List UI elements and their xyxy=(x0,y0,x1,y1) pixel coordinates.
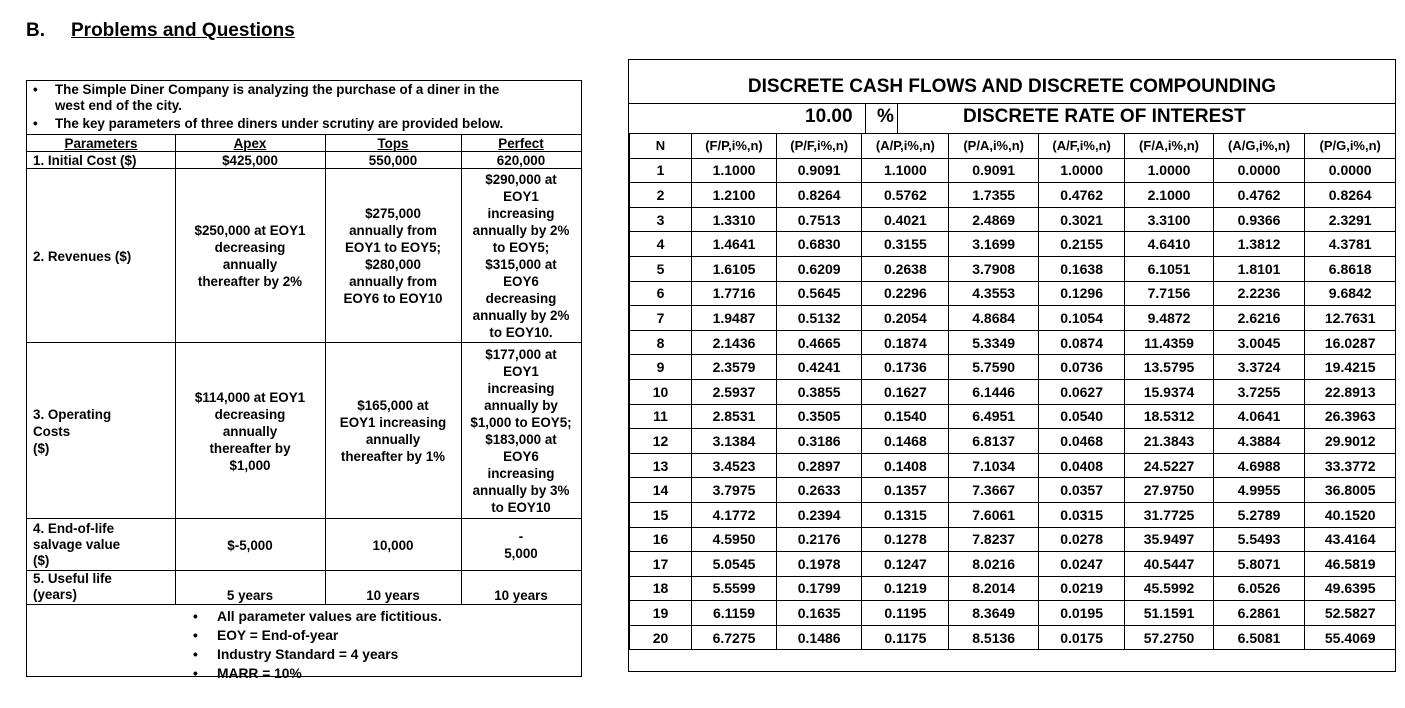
factor-cell: 2.1436 xyxy=(692,330,777,355)
factor-cell: 0.0219 xyxy=(1038,576,1124,601)
factor-cell: 0.0000 xyxy=(1305,158,1396,183)
period-cell: 19 xyxy=(630,601,692,626)
factor-cell: 0.3186 xyxy=(776,429,861,454)
bullet-icon: • xyxy=(33,82,38,97)
factor-row xyxy=(630,429,1396,454)
section-letter: B. xyxy=(26,20,45,41)
period-cell: 5 xyxy=(630,256,692,281)
factor-cell: 33.3772 xyxy=(1305,453,1396,478)
factor-header-cell: (P/A,i%,n) xyxy=(949,134,1039,159)
factor-cell: 1.7355 xyxy=(949,183,1039,208)
factor-cell: 24.5227 xyxy=(1125,453,1213,478)
factor-cell: 3.7908 xyxy=(949,256,1039,281)
factor-cell: 3.0045 xyxy=(1213,330,1305,355)
factor-cell: 0.0357 xyxy=(1038,478,1124,503)
factor-cell: 0.9091 xyxy=(949,158,1039,183)
factor-cell: 0.1219 xyxy=(862,576,949,601)
factor-cell: 2.8531 xyxy=(692,404,777,429)
factor-cell: 3.3100 xyxy=(1125,207,1213,232)
period-cell: 17 xyxy=(630,552,692,577)
period-cell: 2 xyxy=(630,183,692,208)
bullet-icon: • xyxy=(193,666,198,681)
factor-cell: 12.7631 xyxy=(1305,306,1396,331)
factor-cell: 0.1540 xyxy=(862,404,949,429)
tops-value: 550,000 xyxy=(368,153,418,168)
parameters-panel xyxy=(26,80,582,681)
factor-cell: 1.0000 xyxy=(1038,158,1124,183)
factor-cell: 5.0545 xyxy=(692,552,777,577)
factor-row xyxy=(630,183,1396,208)
apex-value: $-5,000 xyxy=(227,537,273,553)
factor-cell: 3.7255 xyxy=(1213,379,1305,404)
factor-cell: 0.1175 xyxy=(862,625,949,650)
factor-cell: 0.1468 xyxy=(862,429,949,454)
factor-cell: 5.2789 xyxy=(1213,502,1305,527)
factor-cell: 7.3667 xyxy=(949,478,1039,503)
factor-cell: 0.0278 xyxy=(1038,527,1124,552)
perfect-value: 620,000 xyxy=(496,153,546,168)
factor-cell: 0.7513 xyxy=(776,207,861,232)
factor-header-cell: (F/P,i%,n) xyxy=(692,134,777,159)
rate-divider xyxy=(897,103,898,133)
factor-cell: 9.4872 xyxy=(1125,306,1213,331)
header-perfect: Perfect xyxy=(498,135,544,151)
factor-row xyxy=(630,625,1396,650)
tops-value: 10,000 xyxy=(372,537,414,553)
factor-cell: 57.2750 xyxy=(1125,625,1213,650)
param-label: 4. End-of-life salvage value ($) xyxy=(33,521,121,568)
factor-cell: 1.2100 xyxy=(692,183,777,208)
factor-cell: 4.9955 xyxy=(1213,478,1305,503)
factor-cell: 2.1000 xyxy=(1125,183,1213,208)
param-row-useful-life xyxy=(27,570,581,605)
factor-cell: 2.3579 xyxy=(692,355,777,380)
note-item: • MARR = 10% xyxy=(193,666,302,681)
factor-cell: 11.4359 xyxy=(1125,330,1213,355)
factor-cell: 0.5762 xyxy=(862,183,949,208)
factor-cell: 0.5645 xyxy=(776,281,861,306)
factor-cell: 0.1874 xyxy=(862,330,949,355)
factor-cell: 0.1638 xyxy=(1038,256,1124,281)
factor-cell: 0.1247 xyxy=(862,552,949,577)
factor-row xyxy=(630,232,1396,257)
factor-row xyxy=(630,379,1396,404)
factor-cell: 0.0247 xyxy=(1038,552,1124,577)
factor-cell: 0.4762 xyxy=(1213,183,1305,208)
factor-cell: 6.4951 xyxy=(949,404,1039,429)
factor-cell: 52.5827 xyxy=(1305,601,1396,626)
intro-line-3: The key parameters of three diners under scrutiny are provided below. xyxy=(55,116,504,131)
factor-cell: 8.0216 xyxy=(949,552,1039,577)
factor-cell: 21.3843 xyxy=(1125,429,1213,454)
factor-cell: 0.0874 xyxy=(1038,330,1124,355)
factor-row xyxy=(630,355,1396,380)
factor-cell: 0.0736 xyxy=(1038,355,1124,380)
period-cell: 9 xyxy=(630,355,692,380)
factor-cell: 6.1051 xyxy=(1125,256,1213,281)
factor-cell: 0.2155 xyxy=(1038,232,1124,257)
apex-value: $425,000 xyxy=(222,153,278,168)
factor-cell: 0.2394 xyxy=(776,502,861,527)
period-cell: 8 xyxy=(630,330,692,355)
factor-cell: 26.3963 xyxy=(1305,404,1396,429)
factor-cell: 6.5081 xyxy=(1213,625,1305,650)
param-row-initial-cost xyxy=(27,151,581,169)
factor-cell: 27.9750 xyxy=(1125,478,1213,503)
factor-cell: 3.7975 xyxy=(692,478,777,503)
period-cell: 3 xyxy=(630,207,692,232)
header-apex: Apex xyxy=(233,135,267,151)
factor-cell: 0.1486 xyxy=(776,625,861,650)
factor-cell: 0.6209 xyxy=(776,256,861,281)
factor-header-cell: (A/F,i%,n) xyxy=(1038,134,1124,159)
factor-cell: 0.4665 xyxy=(776,330,861,355)
period-cell: 14 xyxy=(630,478,692,503)
bullet-icon: • xyxy=(193,609,198,624)
apex-value: 5 years xyxy=(226,588,274,603)
factor-cell: 18.5312 xyxy=(1125,404,1213,429)
column-divider xyxy=(175,134,176,604)
factor-row xyxy=(630,306,1396,331)
factor-cell: 5.5493 xyxy=(1213,527,1305,552)
factor-cell: 0.1627 xyxy=(862,379,949,404)
factor-cell: 3.1699 xyxy=(949,232,1039,257)
factor-cell: 31.7725 xyxy=(1125,502,1213,527)
factor-cell: 0.2633 xyxy=(776,478,861,503)
factor-cell: 2.3291 xyxy=(1305,207,1396,232)
interest-rate-label: DISCRETE RATE OF INTEREST xyxy=(963,106,1246,127)
factor-cell: 5.5599 xyxy=(692,576,777,601)
factor-cell: 4.0641 xyxy=(1213,404,1305,429)
factor-cell: 0.4762 xyxy=(1038,183,1124,208)
factor-cell: 4.3781 xyxy=(1305,232,1396,257)
factor-cell: 0.0195 xyxy=(1038,601,1124,626)
factor-cell: 3.4523 xyxy=(692,453,777,478)
factor-cell: 0.0408 xyxy=(1038,453,1124,478)
factor-cell: 0.1357 xyxy=(862,478,949,503)
factor-cell: 0.2296 xyxy=(862,281,949,306)
factor-cell: 6.2861 xyxy=(1213,601,1305,626)
perfect-value: - 5,000 xyxy=(504,529,538,561)
header-parameters: Parameters xyxy=(64,135,138,151)
factor-cell: 49.6395 xyxy=(1305,576,1396,601)
intro-bullets xyxy=(27,81,581,134)
compounding-panel xyxy=(628,59,1396,672)
bullet-icon: • xyxy=(193,647,198,662)
factor-cell: 46.5819 xyxy=(1305,552,1396,577)
period-cell: 18 xyxy=(630,576,692,601)
factor-cell: 1.6105 xyxy=(692,256,777,281)
factor-row xyxy=(630,330,1396,355)
factor-row xyxy=(630,256,1396,281)
factor-cell: 1.4641 xyxy=(692,232,777,257)
factor-cell: 0.1408 xyxy=(862,453,949,478)
factor-cell: 7.8237 xyxy=(949,527,1039,552)
factor-row xyxy=(630,453,1396,478)
tops-value: $275,000 annually from EOY1 to EOY5; $280,000 annually from EOY6 to EOY10 xyxy=(343,206,443,306)
factor-row xyxy=(630,502,1396,527)
factor-cell: 0.1799 xyxy=(776,576,861,601)
factor-row xyxy=(630,552,1396,577)
factor-cell: 3.1384 xyxy=(692,429,777,454)
factor-cell: 0.4241 xyxy=(776,355,861,380)
factor-cell: 1.9487 xyxy=(692,306,777,331)
factor-cell: 1.0000 xyxy=(1125,158,1213,183)
period-cell: 20 xyxy=(630,625,692,650)
factor-cell: 36.8005 xyxy=(1305,478,1396,503)
factor-cell: 4.1772 xyxy=(692,502,777,527)
notes-section xyxy=(27,604,581,681)
column-divider xyxy=(461,134,462,604)
factor-cell: 0.1315 xyxy=(862,502,949,527)
factor-header-row xyxy=(630,134,1396,159)
perfect-value: $177,000 at EOY1 increasing annually by $1,000 to EOY5; $183,000 at EOY6 increasing annually by 3% to EOY10 xyxy=(470,347,572,515)
factor-row xyxy=(630,601,1396,626)
factor-cell: 0.0000 xyxy=(1213,158,1305,183)
period-cell: 11 xyxy=(630,404,692,429)
factor-cell: 51.1591 xyxy=(1125,601,1213,626)
factor-cell: 7.1034 xyxy=(949,453,1039,478)
period-cell: 4 xyxy=(630,232,692,257)
factor-cell: 6.8137 xyxy=(949,429,1039,454)
factor-cell: 0.9091 xyxy=(776,158,861,183)
factor-cell: 1.8101 xyxy=(1213,256,1305,281)
factor-header-cell: (P/F,i%,n) xyxy=(776,134,861,159)
param-label: 1. Initial Cost ($) xyxy=(33,153,137,168)
perfect-value: $290,000 at EOY1 increasing annually by 2% to EOY5; $315,000 at EOY6 decreasing annually by 2% to EOY10. xyxy=(472,172,570,340)
factor-cell: 0.2054 xyxy=(862,306,949,331)
period-cell: 16 xyxy=(630,527,692,552)
compounding-factor-table xyxy=(629,133,1396,650)
factor-cell: 22.8913 xyxy=(1305,379,1396,404)
factor-header-cell: (A/G,i%,n) xyxy=(1213,134,1305,159)
factor-cell: 0.3505 xyxy=(776,404,861,429)
factor-cell: 5.3349 xyxy=(949,330,1039,355)
bullet-icon: • xyxy=(33,116,38,131)
factor-cell: 6.1159 xyxy=(692,601,777,626)
header-tops: Tops xyxy=(377,135,409,151)
factor-cell: 6.0526 xyxy=(1213,576,1305,601)
factor-cell: 2.2236 xyxy=(1213,281,1305,306)
factor-cell: 4.8684 xyxy=(949,306,1039,331)
factor-cell: 45.5992 xyxy=(1125,576,1213,601)
factor-cell: 0.0315 xyxy=(1038,502,1124,527)
note-item: • All parameter values are fictitious. xyxy=(193,609,442,624)
factor-cell: 7.6061 xyxy=(949,502,1039,527)
factor-cell: 0.3021 xyxy=(1038,207,1124,232)
factor-cell: 4.5950 xyxy=(692,527,777,552)
note-item: • EOY = End-of-year xyxy=(193,628,339,643)
factor-cell: 43.4164 xyxy=(1305,527,1396,552)
factor-cell: 4.3553 xyxy=(949,281,1039,306)
factor-cell: 0.5132 xyxy=(776,306,861,331)
factor-cell: 1.1000 xyxy=(862,158,949,183)
factor-cell: 0.1296 xyxy=(1038,281,1124,306)
factor-cell: 8.5136 xyxy=(949,625,1039,650)
parameters-header-row xyxy=(27,134,581,152)
factor-cell: 0.0468 xyxy=(1038,429,1124,454)
factor-cell: 1.3812 xyxy=(1213,232,1305,257)
factor-cell: 29.9012 xyxy=(1305,429,1396,454)
factor-cell: 2.4869 xyxy=(949,207,1039,232)
factor-row xyxy=(630,207,1396,232)
apex-value: $250,000 at EOY1 decreasing annually thereafter by 2% xyxy=(194,223,306,289)
factor-cell: 19.4215 xyxy=(1305,355,1396,380)
title-divider xyxy=(629,103,1395,104)
period-cell: 15 xyxy=(630,502,692,527)
factor-cell: 2.6216 xyxy=(1213,306,1305,331)
factor-header-cell: N xyxy=(630,134,692,159)
factor-cell: 0.1978 xyxy=(776,552,861,577)
factor-cell: 2.5937 xyxy=(692,379,777,404)
factor-cell: 8.3649 xyxy=(949,601,1039,626)
period-cell: 13 xyxy=(630,453,692,478)
factor-cell: 0.1278 xyxy=(862,527,949,552)
factor-cell: 3.3724 xyxy=(1213,355,1305,380)
param-row-operating-costs xyxy=(27,342,581,519)
tops-value: $165,000 at EOY1 increasing annually thereafter by 1% xyxy=(339,398,447,464)
note-item: • Industry Standard = 4 years xyxy=(193,647,399,662)
factor-row xyxy=(630,281,1396,306)
factor-cell: 16.0287 xyxy=(1305,330,1396,355)
param-row-revenues xyxy=(27,168,581,343)
factor-cell: 0.9366 xyxy=(1213,207,1305,232)
factor-row xyxy=(630,478,1396,503)
period-cell: 10 xyxy=(630,379,692,404)
factor-cell: 0.8264 xyxy=(1305,183,1396,208)
factor-cell: 5.8071 xyxy=(1213,552,1305,577)
apex-value: $114,000 at EOY1 decreasing annually thereafter by $1,000 xyxy=(194,389,306,473)
rate-divider xyxy=(865,103,866,133)
factor-cell: 4.3884 xyxy=(1213,429,1305,454)
factor-cell: 0.2176 xyxy=(776,527,861,552)
factor-cell: 9.6842 xyxy=(1305,281,1396,306)
interest-rate-unit: % xyxy=(877,106,894,127)
interest-rate-bar xyxy=(629,104,1395,128)
factor-cell: 0.1635 xyxy=(776,601,861,626)
factor-cell: 0.1054 xyxy=(1038,306,1124,331)
param-label: 3. Operating Costs ($) xyxy=(33,406,112,456)
factor-cell: 0.0175 xyxy=(1038,625,1124,650)
factor-header-cell: (F/A,i%,n) xyxy=(1125,134,1213,159)
factor-cell: 15.9374 xyxy=(1125,379,1213,404)
factor-cell: 0.6830 xyxy=(776,232,861,257)
factor-cell: 8.2014 xyxy=(949,576,1039,601)
param-label: 2. Revenues ($) xyxy=(33,248,132,264)
factor-cell: 0.1195 xyxy=(862,601,949,626)
factor-row xyxy=(630,404,1396,429)
factor-cell: 13.5795 xyxy=(1125,355,1213,380)
factor-cell: 0.4021 xyxy=(862,207,949,232)
period-cell: 12 xyxy=(630,429,692,454)
factor-cell: 40.1520 xyxy=(1305,502,1396,527)
factor-cell: 0.0540 xyxy=(1038,404,1124,429)
perfect-value: 10 years xyxy=(494,588,548,603)
factor-cell: 0.2897 xyxy=(776,453,861,478)
factor-cell: 4.6410 xyxy=(1125,232,1213,257)
notes-list xyxy=(193,607,442,683)
bullet-icon: • xyxy=(193,628,198,643)
factor-cell: 0.3155 xyxy=(862,232,949,257)
factor-cell: 4.6988 xyxy=(1213,453,1305,478)
param-label: 5. Useful life (years) xyxy=(33,571,112,602)
factor-row xyxy=(630,158,1396,183)
factor-row xyxy=(630,527,1396,552)
section-title: Problems and Questions xyxy=(71,20,295,41)
interest-rate-value: 10.00 xyxy=(805,106,853,127)
factor-cell: 0.1736 xyxy=(862,355,949,380)
factor-cell: 0.3855 xyxy=(776,379,861,404)
factor-cell: 0.2638 xyxy=(862,256,949,281)
tops-value: 10 years xyxy=(366,588,420,603)
intro-line-1: The Simple Diner Company is analyzing the purchase of a diner in the xyxy=(55,82,500,97)
factor-cell: 0.0627 xyxy=(1038,379,1124,404)
intro-line-2: west end of the city. xyxy=(55,98,182,113)
factor-cell: 40.5447 xyxy=(1125,552,1213,577)
section-heading xyxy=(26,20,295,42)
period-cell: 7 xyxy=(630,306,692,331)
period-cell: 6 xyxy=(630,281,692,306)
factor-header-cell: (P/G,i%,n) xyxy=(1305,134,1396,159)
factor-cell: 35.9497 xyxy=(1125,527,1213,552)
factor-cell: 1.7716 xyxy=(692,281,777,306)
column-divider xyxy=(325,134,326,604)
factor-row xyxy=(630,576,1396,601)
param-row-salvage-value xyxy=(27,518,581,571)
factor-cell: 6.7275 xyxy=(692,625,777,650)
factor-cell: 0.8264 xyxy=(776,183,861,208)
factor-cell: 5.7590 xyxy=(949,355,1039,380)
factor-header-cell: (A/P,i%,n) xyxy=(862,134,949,159)
period-cell: 1 xyxy=(630,158,692,183)
compounding-title: DISCRETE CASH FLOWS AND DISCRETE COMPOUNDING xyxy=(747,76,1277,97)
factor-cell: 6.8618 xyxy=(1305,256,1396,281)
factor-cell: 55.4069 xyxy=(1305,625,1396,650)
factor-cell: 6.1446 xyxy=(949,379,1039,404)
factor-cell: 1.1000 xyxy=(692,158,777,183)
factor-cell: 1.3310 xyxy=(692,207,777,232)
factor-cell: 7.7156 xyxy=(1125,281,1213,306)
